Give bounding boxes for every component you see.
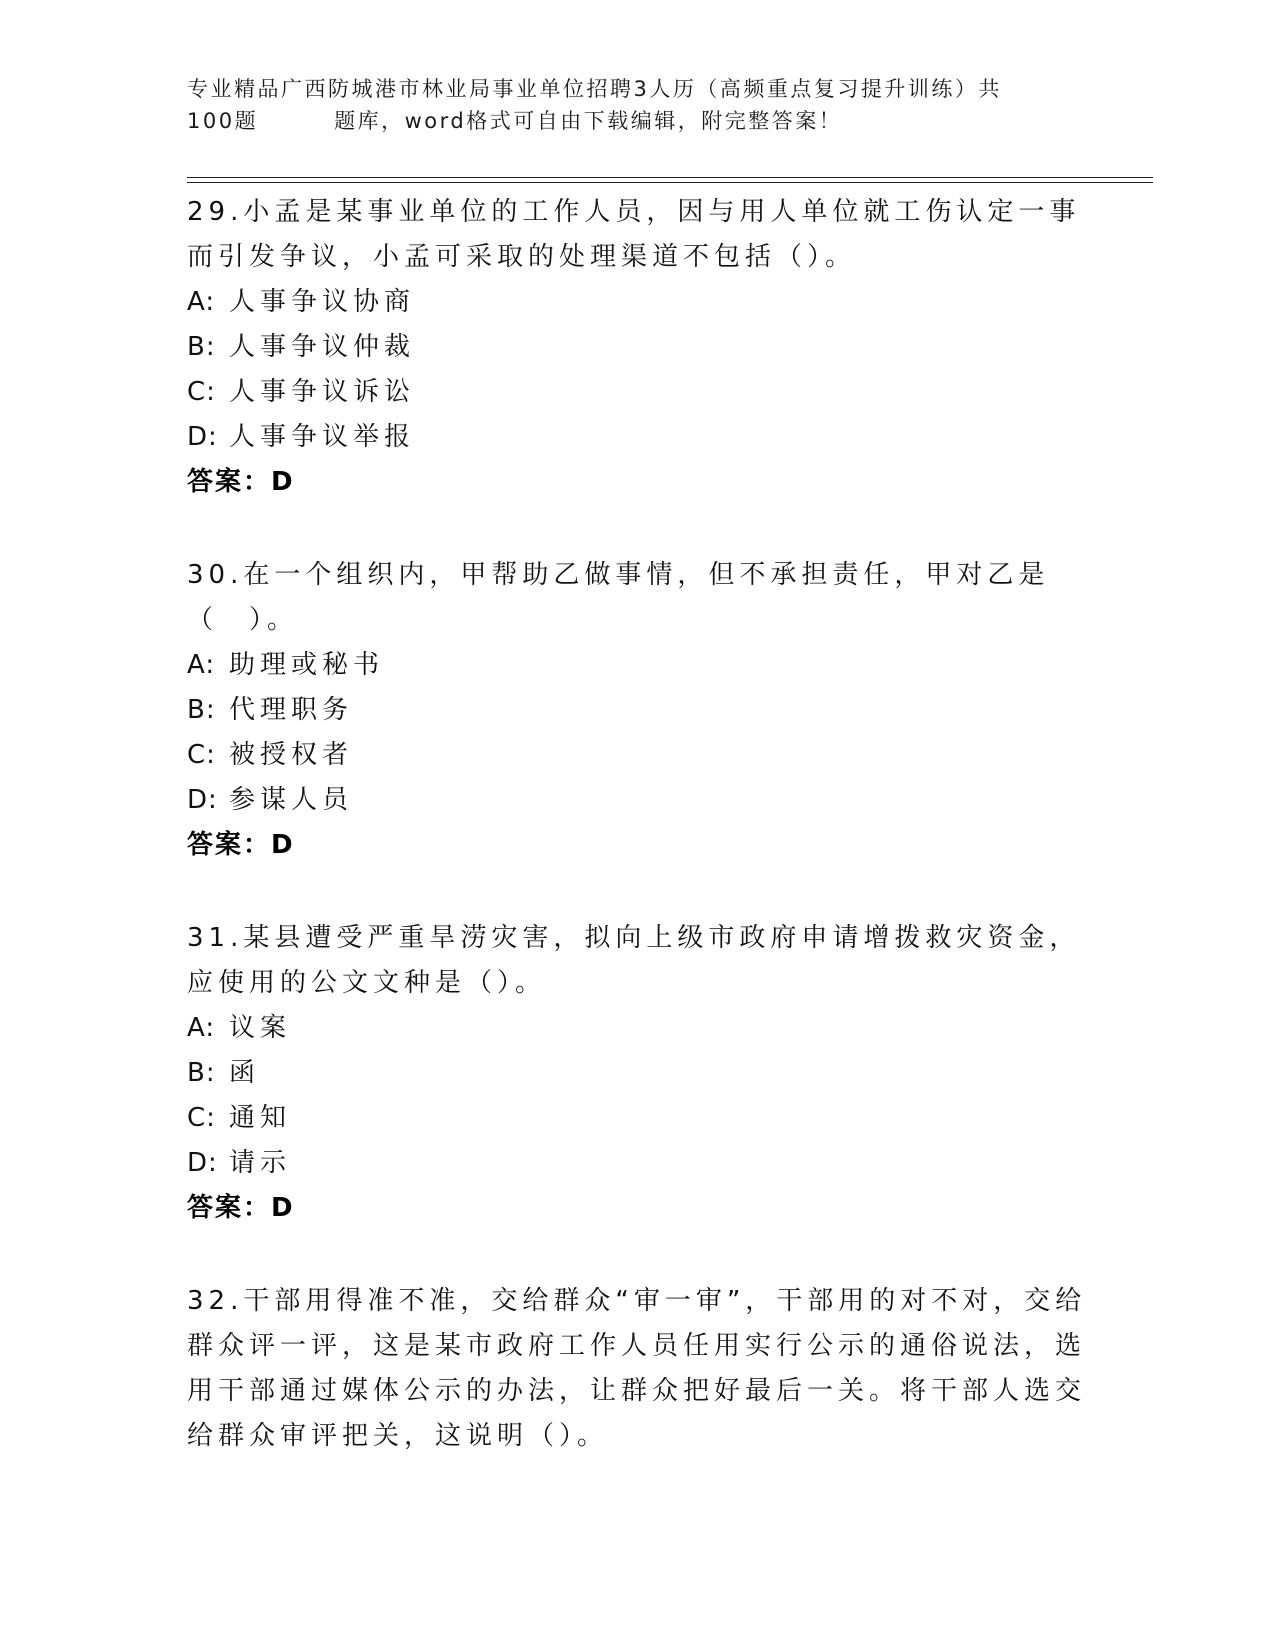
option-key: B: — [187, 695, 216, 725]
option-text: 函 — [229, 1058, 261, 1088]
option-key: C: — [187, 377, 216, 407]
option-text: 议案 — [229, 1013, 292, 1043]
question-31 — [187, 916, 1087, 1231]
question-32 — [187, 1279, 1087, 1459]
option-c — [187, 370, 1087, 415]
header-description: 题库，word格式可自由下载编辑，附完整答案！ — [334, 109, 843, 133]
option-key: B: — [187, 1058, 216, 1088]
option-c — [187, 1096, 1087, 1141]
answer-line: 答案：D — [187, 830, 295, 860]
answer-line: 答案：D — [187, 1193, 295, 1223]
header-line-1: 专业精品广西防城港市林业局事业单位招聘3人历（高频重点复习提升训练）共 — [187, 77, 1002, 101]
question-text: 29.小孟是某事业单位的工作人员，因与用人单位就工伤认定一事而引发争议，小孟可采取的处理渠道不包括（）。 — [187, 197, 1081, 272]
question-text: 31.某县遭受严重旱涝灾害，拟向上级市政府申请增拨救灾资金，应使用的公文文种是（）。 — [187, 923, 1081, 998]
question-text: 30.在一个组织内，甲帮助乙做事情，但不承担责任，甲对乙是（ ）。 — [187, 560, 1050, 635]
option-text: 参谋人员 — [229, 785, 354, 815]
header-line-2 — [187, 105, 1067, 137]
option-a — [187, 643, 1087, 688]
option-d — [187, 1141, 1087, 1186]
header-divider-top — [187, 177, 1153, 178]
option-text: 人事争议诉讼 — [229, 377, 416, 407]
question-text: 32.干部用得准不准，交给群众“审一审”，干部用的对不对，交给群众评一评，这是某市政府工作人员任用实行公示的通俗说法，选用干部通过媒体公示的办法，让群众把好最后一关。将干部人选交给群众审评把关，这说明（）。 — [187, 1286, 1087, 1451]
document-header — [187, 73, 1067, 137]
option-key: B: — [187, 332, 216, 362]
option-b — [187, 325, 1087, 370]
header-question-count: 100题 — [187, 109, 259, 133]
option-text: 通知 — [229, 1103, 292, 1133]
option-d — [187, 415, 1087, 460]
option-a — [187, 280, 1087, 325]
option-key: A: — [187, 287, 216, 317]
option-text: 助理或秘书 — [229, 650, 385, 680]
option-a — [187, 1006, 1087, 1051]
question-30 — [187, 553, 1087, 868]
option-key: C: — [187, 1103, 216, 1133]
option-text: 代理职务 — [229, 695, 354, 725]
option-c — [187, 733, 1087, 778]
option-d — [187, 778, 1087, 823]
header-divider-bottom — [187, 182, 1153, 183]
option-key: D: — [187, 785, 218, 815]
option-key: C: — [187, 740, 216, 770]
option-text: 人事争议仲裁 — [229, 332, 416, 362]
option-text: 被授权者 — [229, 740, 354, 770]
option-key: D: — [187, 1148, 218, 1178]
answer-line: 答案：D — [187, 467, 295, 497]
option-key: D: — [187, 422, 218, 452]
option-key: A: — [187, 1013, 216, 1043]
question-list — [187, 190, 1087, 1507]
question-29 — [187, 190, 1087, 505]
option-b — [187, 1051, 1087, 1096]
option-key: A: — [187, 650, 216, 680]
option-text: 请示 — [229, 1148, 292, 1178]
option-text: 人事争议举报 — [229, 422, 416, 452]
option-b — [187, 688, 1087, 733]
option-text: 人事争议协商 — [229, 287, 416, 317]
